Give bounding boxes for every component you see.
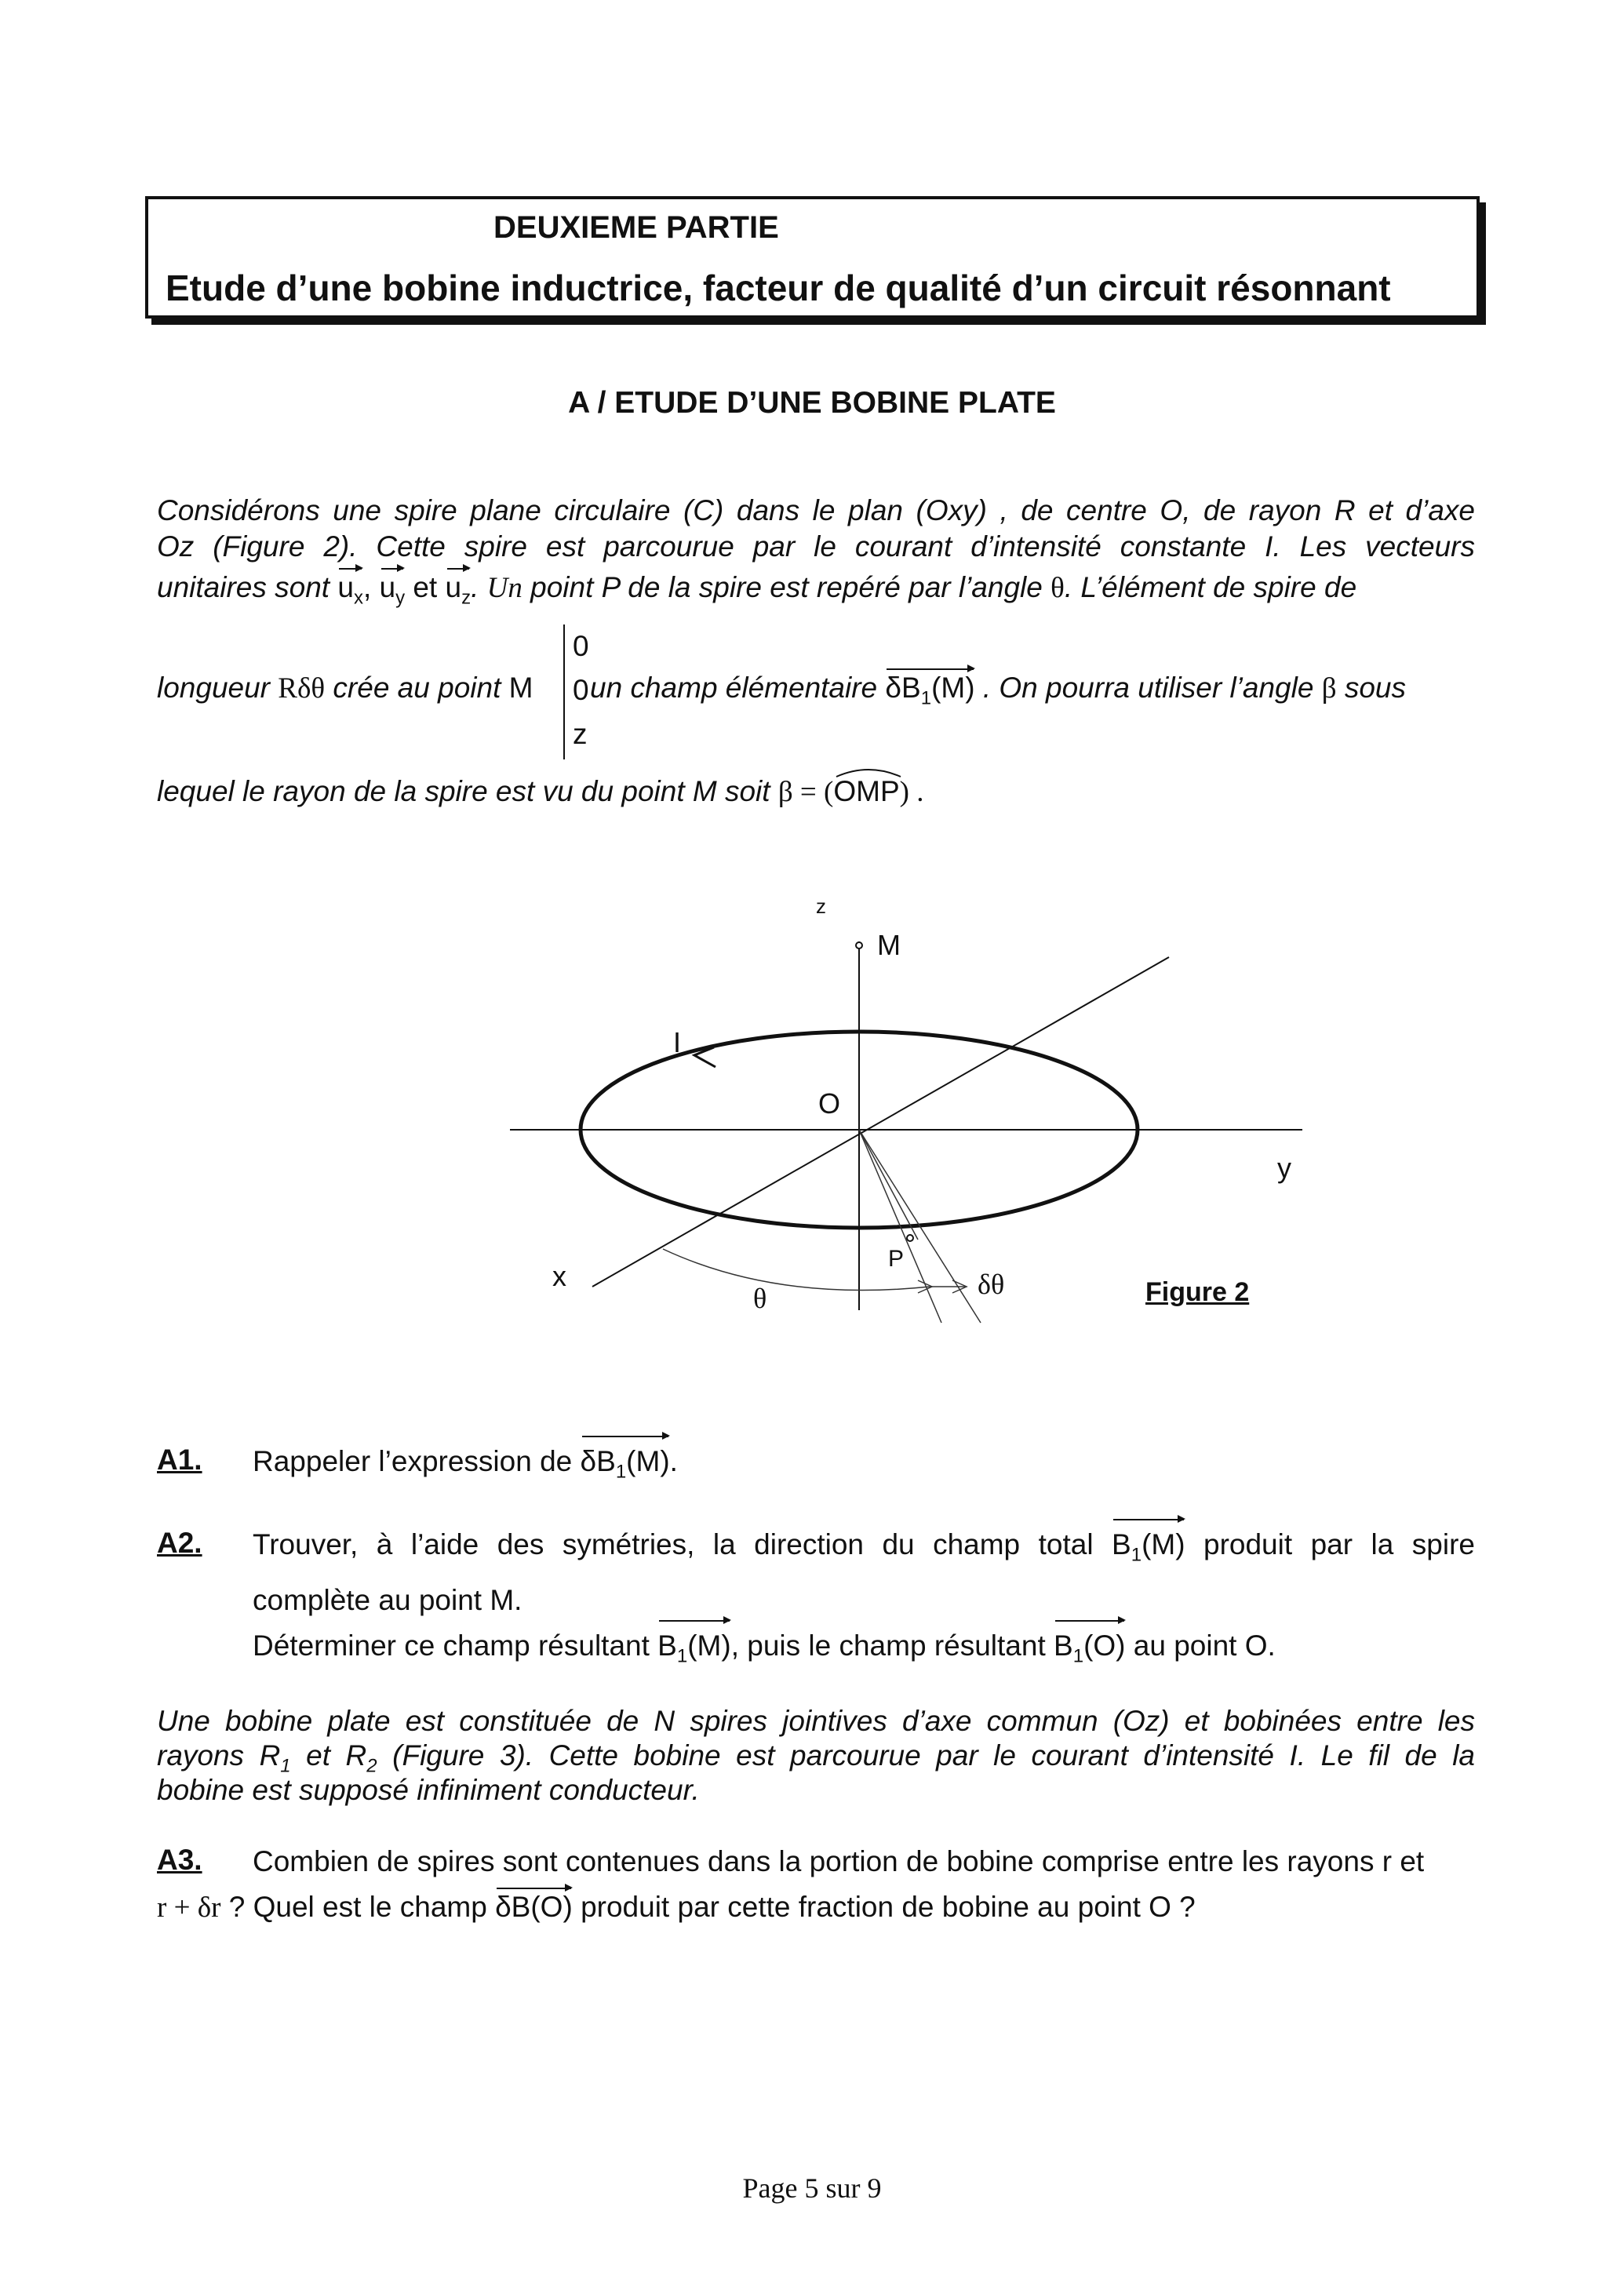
unit-vector-y: $u_y$ <box>379 571 406 609</box>
db1-m-vector-a1: $\delta B_1(M)$ <box>581 1439 670 1495</box>
intro-line-3: unitaires sont $u_x$, $u_y$ et $u_z$. Un point P de la spire est repéré par l’angle θ. L’élément de spire de <box>157 571 1357 609</box>
question-a1: Rappeler l’expression de $\delta B_1(M)$. <box>253 1439 1475 1495</box>
question-a2: Trouver, à l’aide des symétries, la direction du champ total $B_1(M)$ produit par la spire complète au point M. Déterminer ce champ résultant $B_1(M)$, puis le champ résultant $B_1(O)$ au point O. <box>253 1522 1475 1680</box>
intro-line-5: lequel le rayon de la spire est vu du point M soit β = (OMP ) . <box>157 775 1475 809</box>
bobine-line-2: rayons $R_1$ et $R_2$ (Figure 3). Cette bobine est parcourue par le courant d’intensité I. Le fil de la <box>157 1739 1475 1777</box>
unit-vector-z: $u_z$ <box>445 571 472 609</box>
question-a3-line-1: Combien de spires sont contenues dans la portion de bobine comprise entre les rayons r et <box>253 1845 1425 1877</box>
label-p: P <box>888 1246 905 1272</box>
b1-o-vector: $B_1(O)$ <box>1054 1623 1125 1679</box>
intro-line-4: longueur Rδθ crée au point M un champ élémentaire $\delta B_1(M)$ . On pourra utiliser l’angle β sous <box>157 672 1406 709</box>
db1-m-vector: $\delta B_1(M)$ <box>885 672 975 709</box>
point-p <box>907 1235 913 1241</box>
label-z: z <box>816 894 826 918</box>
spire-diagram <box>502 894 1334 1334</box>
figure-2 <box>502 894 1334 1334</box>
label-dtheta: δθ <box>978 1269 1005 1300</box>
label-i: I <box>673 1026 682 1058</box>
db-o-vector: δB(O) <box>495 1891 573 1923</box>
question-a3-label: A3. <box>157 1844 202 1876</box>
angle-omp: OMP <box>833 775 899 808</box>
question-a2-label: A2. <box>157 1527 202 1559</box>
part-title: Etude d’une bobine inductrice, facteur de qualité d’un circuit résonnant <box>166 268 1391 308</box>
bobine-line-3: bobine est supposé infiniment conducteur. <box>157 1774 700 1806</box>
b1-m-vector-2: $B_1(M)$ <box>657 1623 731 1679</box>
section-title: A / ETUDE D’UNE BOBINE PLATE <box>568 386 1056 420</box>
label-x: x <box>552 1260 566 1292</box>
b1-m-vector: $B_1(M)$ <box>1112 1522 1185 1578</box>
unit-vector-x: $u_x$ <box>337 571 363 609</box>
bobine-line-1: Une bobine plate est constituée de N spires jointives d’axe commun (Oz) et bobinées entre les <box>157 1705 1475 1737</box>
question-a1-label: A1. <box>157 1444 202 1476</box>
point-m <box>856 942 862 949</box>
label-y: y <box>1277 1152 1291 1184</box>
theta-symbol: θ <box>1051 572 1065 604</box>
question-a3-line-2: r + δr ? Quel est le champ δB(O) produit par cette fraction de bobine au point O ? <box>157 1891 1196 1924</box>
label-theta: θ <box>753 1283 767 1314</box>
intro-line-1: Considérons une spire plane circulaire (C) dans le plan (Oxy) , de centre O, de rayon R et d’axe <box>157 494 1475 526</box>
intro-line-2: Oz (Figure 2). Cette spire est parcourue par le courant d’intensité constante I. Les vecteurs <box>157 530 1475 563</box>
part-label: DEUXIEME PARTIE <box>493 210 779 245</box>
figure-caption: Figure 2 <box>1145 1277 1250 1307</box>
point-m-coordinates: 0 0 z <box>563 624 589 759</box>
page-footer: Page 5 sur 9 <box>742 2172 882 2204</box>
label-o: O <box>818 1087 841 1120</box>
part-title-box <box>145 196 1480 319</box>
label-m: M <box>877 929 901 961</box>
x-axis <box>592 957 1169 1287</box>
